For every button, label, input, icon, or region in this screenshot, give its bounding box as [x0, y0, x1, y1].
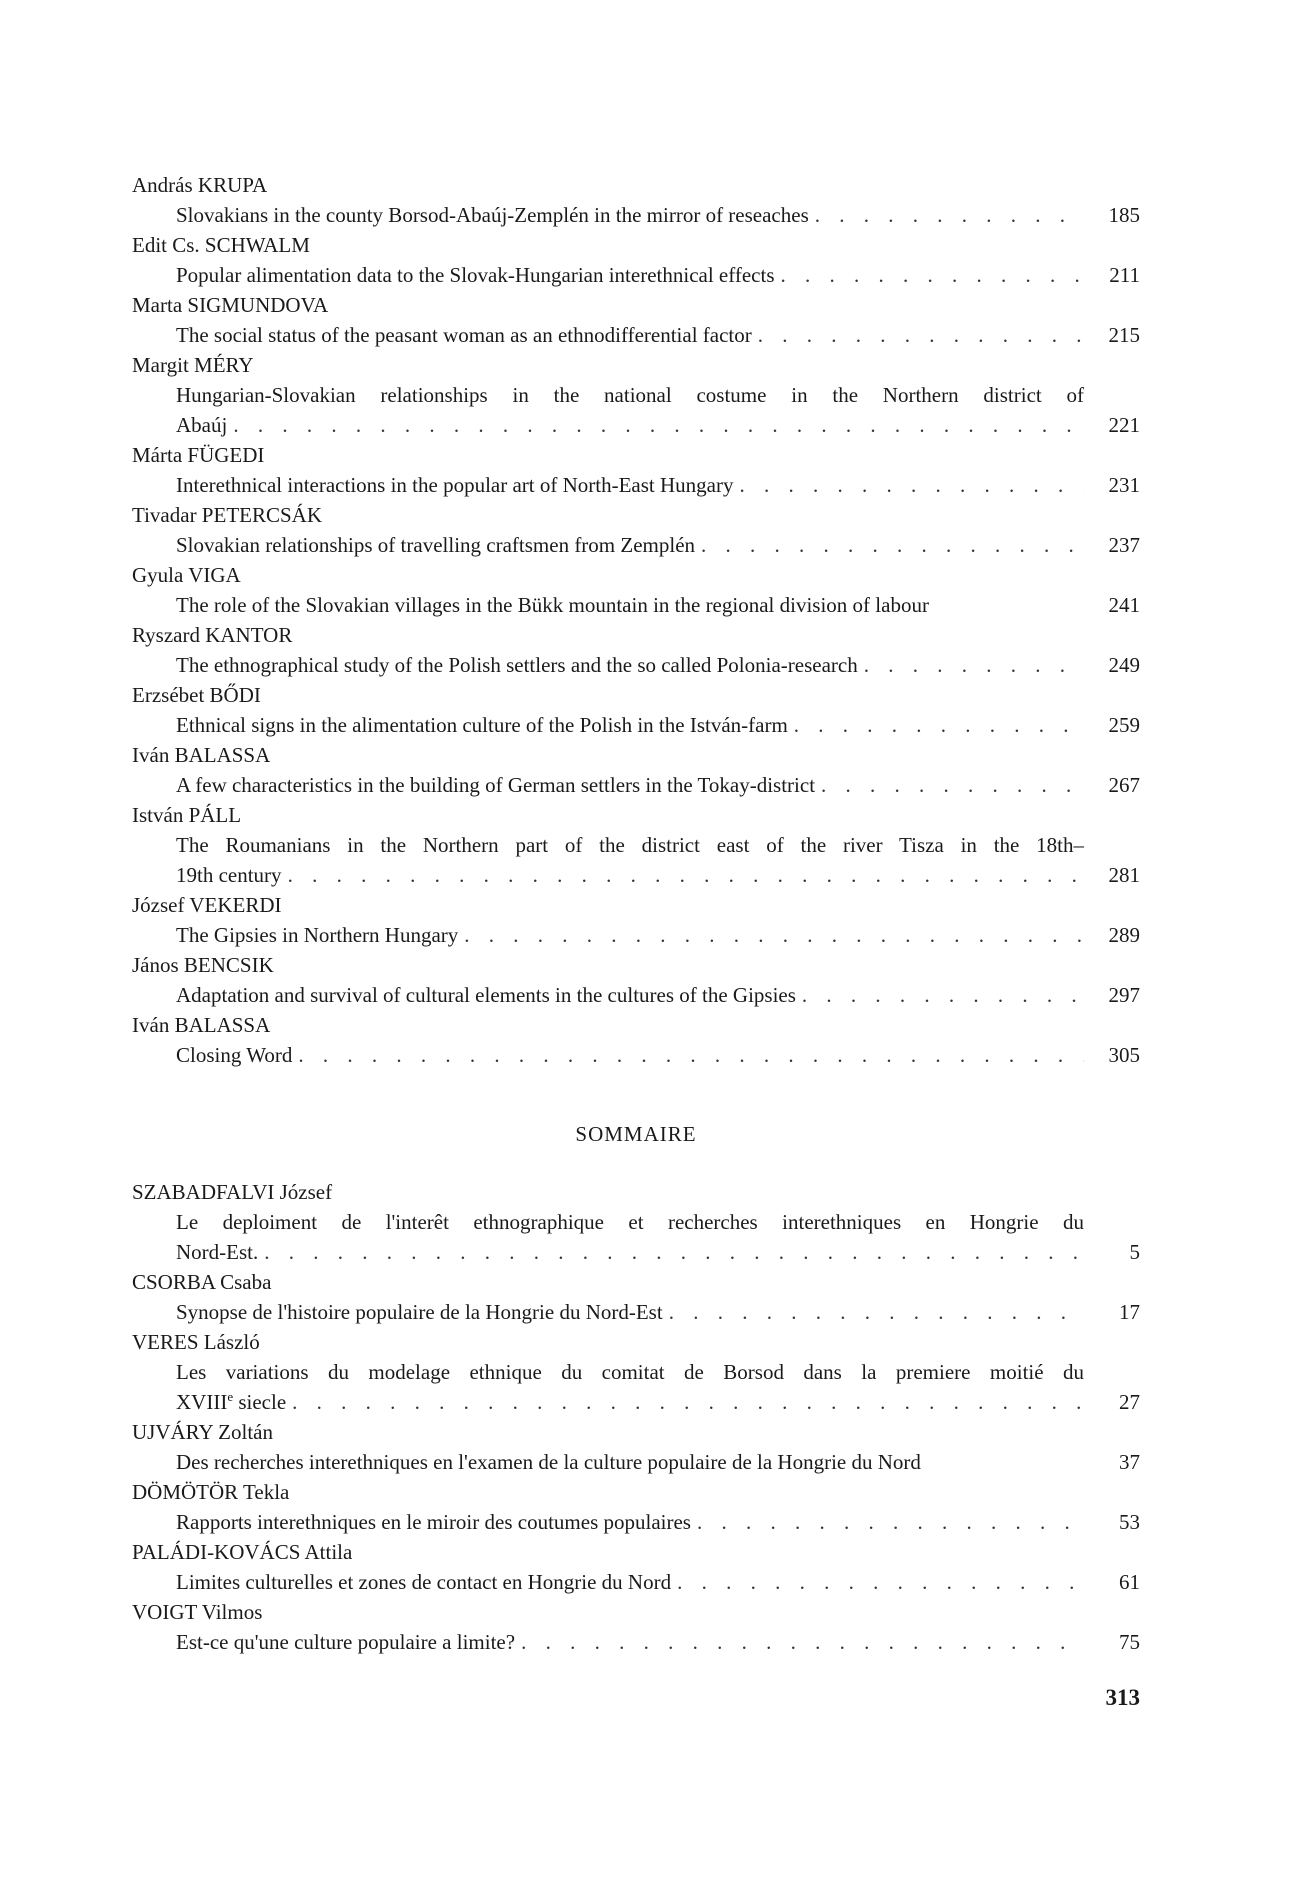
- toc-entry: [132, 1627, 1140, 1657]
- toc-title: [176, 1237, 258, 1267]
- toc-author: Gyula VIGA: [132, 563, 241, 587]
- toc-page-number: 305: [1108, 1043, 1140, 1067]
- toc-author: Ryszard KANTOR: [132, 623, 293, 647]
- toc-entry: [132, 650, 1140, 680]
- toc-entry: [132, 1297, 1140, 1327]
- toc-item: [132, 290, 1140, 350]
- toc-title-text: Limites culturelles et zones de contact en Hongrie du Nord: [176, 1570, 672, 1594]
- toc-item: [132, 680, 1140, 740]
- toc-page-number: 215: [1108, 323, 1140, 347]
- toc-title-text: The role of the Slovakian villages in the Bükk mountain in the regional division of labour: [176, 593, 929, 617]
- toc-entry: [132, 1207, 1140, 1267]
- toc-entry: [132, 470, 1140, 500]
- toc-title-row: [176, 410, 1140, 440]
- toc-title: [176, 320, 752, 350]
- toc-author: Edit Cs. SCHWALM: [132, 233, 310, 257]
- toc-title: [176, 860, 282, 890]
- leader-dots: [864, 650, 1084, 680]
- toc-page-number: 259: [1108, 713, 1140, 737]
- toc-title-row: [176, 920, 1140, 950]
- toc-author: Erzsébet BŐDI: [132, 683, 261, 707]
- toc-title: [176, 470, 733, 500]
- toc-page-number: 17: [1119, 1300, 1140, 1324]
- toc-item: [132, 1417, 1140, 1477]
- toc-author: Tivadar PETERCSÁK: [132, 503, 322, 527]
- toc-entry: [132, 1447, 1140, 1477]
- leader-dots: [233, 410, 1084, 440]
- toc-title: [176, 1040, 292, 1070]
- toc-entry: [132, 920, 1140, 950]
- toc-item: [132, 560, 1140, 620]
- sommaire-list: [132, 1177, 1140, 1657]
- toc-title-row: [176, 590, 1140, 620]
- toc-item: [132, 890, 1140, 950]
- toc-item: [132, 740, 1140, 800]
- toc-entry: [132, 1357, 1140, 1417]
- toc-title-row: [176, 200, 1140, 230]
- toc-item: [132, 1010, 1140, 1070]
- leader-dots: [521, 1627, 1084, 1657]
- toc-entry: [132, 830, 1140, 890]
- toc-entry: [132, 200, 1140, 230]
- toc-entry: [132, 1040, 1140, 1070]
- toc-page-number: 231: [1108, 473, 1140, 497]
- toc-title-row: [176, 530, 1140, 560]
- toc-title-row: [176, 1297, 1140, 1327]
- toc-page-number: 241: [1108, 593, 1140, 617]
- toc-title-line: Le deploiment de l'interêt ethnographique et recherches interethniques en Hongrie du: [176, 1210, 1084, 1234]
- toc-author: Iván BALASSA: [132, 1013, 271, 1037]
- toc-title: [176, 260, 775, 290]
- toc-author: VERES László: [132, 1330, 260, 1354]
- toc-title: [176, 1447, 921, 1477]
- toc-title-line: Hungarian-Slovakian relationships in the national costume in the Northern district of: [176, 383, 1084, 407]
- toc-title-row: [176, 1447, 1140, 1477]
- toc-title-line: The Roumanians in the Northern part of the district east of the river Tisza in the 18th–: [176, 833, 1084, 857]
- toc-title-tail: siecle: [233, 1390, 287, 1414]
- toc-title-text: Est-ce qu'une culture populaire a limite?: [176, 1630, 516, 1654]
- toc-title-row: [176, 1507, 1140, 1537]
- toc-item: [132, 1597, 1140, 1657]
- toc-item: [132, 1267, 1140, 1327]
- toc-author: Margit MÉRY: [132, 353, 254, 377]
- leader-dots: [758, 320, 1084, 350]
- leader-dots: [781, 260, 1085, 290]
- toc-author: VOIGT Vilmos: [132, 1600, 263, 1624]
- toc-title-text: Slovakian relationships of travelling craftsmen from Zemplén: [176, 533, 696, 557]
- toc-title-text: Interethnical interactions in the popular art of North-East Hungary: [176, 473, 734, 497]
- leader-dots: [264, 1237, 1084, 1267]
- toc-entry: [132, 590, 1140, 620]
- toc-title-text: Synopse de l'histoire populaire de la Hongrie du Nord-Est: [176, 1300, 663, 1324]
- toc-title: [176, 410, 227, 440]
- toc-title-text: Nord-Est.: [176, 1240, 259, 1264]
- toc-title-row: [176, 770, 1140, 800]
- toc-title-text: XVIII: [176, 1390, 228, 1414]
- toc-author: András KRUPA: [132, 173, 268, 197]
- toc-entry: [132, 260, 1140, 290]
- toc-page-number: 37: [1119, 1450, 1140, 1474]
- toc-title-row: [176, 470, 1140, 500]
- toc-page-number: 281: [1108, 863, 1140, 887]
- toc-title-text: Abaúj: [176, 413, 228, 437]
- toc-title-text: Ethnical signs in the alimentation culture of the Polish in the István-farm: [176, 713, 788, 737]
- toc-title-text: Rapports interethniques en le miroir des coutumes populaires: [176, 1510, 691, 1534]
- page-number: 313: [1105, 1685, 1140, 1710]
- toc-title-row: [176, 650, 1140, 680]
- toc-page-number: 75: [1119, 1630, 1140, 1654]
- toc-title-text: Popular alimentation data to the Slovak-Hungarian interethnical effects: [176, 263, 775, 287]
- toc-entry: [132, 770, 1140, 800]
- leader-dots: [669, 1297, 1084, 1327]
- leader-dots: [464, 920, 1084, 950]
- toc-title-text: Slovakians in the county Borsod-Abaúj-Zemplén in the mirror of reseaches: [176, 203, 809, 227]
- leader-dots: [794, 710, 1084, 740]
- toc-title-row: [176, 860, 1140, 890]
- section-heading-sommaire: SOMMAIRE: [575, 1122, 697, 1146]
- page: [132, 170, 1140, 1710]
- toc-page-number: 297: [1108, 983, 1140, 1007]
- toc-item: [132, 170, 1140, 230]
- toc-author: Márta FÜGEDI: [132, 443, 265, 467]
- toc-page-number: 237: [1108, 533, 1140, 557]
- leader-dots: [298, 1040, 1084, 1070]
- toc-title-superscript: e: [227, 1389, 234, 1404]
- toc-item: [132, 1327, 1140, 1417]
- toc-title: [176, 650, 858, 680]
- toc-author: József VEKERDI: [132, 893, 282, 917]
- toc-author: János BENCSIK: [132, 953, 274, 977]
- toc-title: [176, 980, 796, 1010]
- toc-title: [176, 920, 458, 950]
- toc-title-row: [176, 320, 1140, 350]
- leader-dots: [821, 770, 1084, 800]
- toc-page-number: 27: [1119, 1390, 1140, 1414]
- toc-title-row: [176, 710, 1140, 740]
- leader-dots: [288, 860, 1084, 890]
- toc-item: [132, 950, 1140, 1010]
- toc-entry: [132, 380, 1140, 440]
- toc-title-text: The Gipsies in Northern Hungary: [176, 923, 459, 947]
- toc-author: István PÁLL: [132, 803, 242, 827]
- toc-author: PALÁDI-KOVÁCS Attila: [132, 1540, 353, 1564]
- toc-page-number: 221: [1108, 413, 1140, 437]
- toc-item: [132, 800, 1140, 890]
- leader-dots: [677, 1567, 1084, 1597]
- leader-dots: [697, 1507, 1084, 1537]
- toc-title: [176, 710, 788, 740]
- toc-title-row: [176, 1387, 1140, 1417]
- toc-title: [176, 1567, 671, 1597]
- toc-title: [176, 1507, 691, 1537]
- toc-author: DÖMÖTÖR Tekla: [132, 1480, 290, 1504]
- toc-title: [176, 1387, 286, 1417]
- toc-author: UJVÁRY Zoltán: [132, 1420, 273, 1444]
- leader-dots: [815, 200, 1084, 230]
- toc-title-text: Adaptation and survival of cultural elements in the cultures of the Gipsies: [176, 983, 796, 1007]
- toc-page-number: 5: [1129, 1240, 1140, 1264]
- toc-item: [132, 1177, 1140, 1267]
- toc-title-text: The ethnographical study of the Polish settlers and the so called Polonia-research: [176, 653, 858, 677]
- toc-title: [176, 770, 815, 800]
- toc-page-number: 249: [1108, 653, 1140, 677]
- toc-item: [132, 1537, 1140, 1597]
- toc-entry: [132, 1507, 1140, 1537]
- toc-title: [176, 1297, 663, 1327]
- toc-page-number: 185: [1108, 203, 1140, 227]
- toc-title: [176, 590, 929, 620]
- toc-title-row: [176, 260, 1140, 290]
- toc-item: [132, 500, 1140, 560]
- toc-title-row: [176, 1237, 1140, 1267]
- toc-title-row: [176, 1040, 1140, 1070]
- toc-page-number: 61: [1119, 1570, 1140, 1594]
- toc-entry: [132, 1567, 1140, 1597]
- toc-item: [132, 440, 1140, 500]
- toc-author: CSORBA Csaba: [132, 1270, 272, 1294]
- toc-author: Iván BALASSA: [132, 743, 271, 767]
- toc-author: SZABADFALVI József: [132, 1180, 333, 1204]
- toc-title-text: Closing Word: [176, 1043, 293, 1067]
- toc-title-text: 19th century: [176, 863, 282, 887]
- toc-author: Marta SIGMUNDOVA: [132, 293, 329, 317]
- toc-page-number: 53: [1119, 1510, 1140, 1534]
- toc-title-row: [176, 980, 1140, 1010]
- leader-dots: [292, 1387, 1084, 1417]
- toc-page-number: 289: [1108, 923, 1140, 947]
- toc-entry: [132, 710, 1140, 740]
- toc-item: [132, 620, 1140, 680]
- toc-title-line: Les variations du modelage ethnique du comitat de Borsod dans la premiere moitié du: [176, 1360, 1084, 1384]
- leader-dots: [701, 530, 1084, 560]
- contents-list: [132, 170, 1140, 1070]
- toc-title-row: [176, 1627, 1140, 1657]
- toc-title: [176, 1627, 515, 1657]
- toc-entry: [132, 320, 1140, 350]
- toc-title-text: The social status of the peasant woman as an ethnodifferential factor: [176, 323, 752, 347]
- toc-item: [132, 230, 1140, 290]
- toc-title: [176, 200, 809, 230]
- leader-dots: [739, 470, 1084, 500]
- toc-entry: [132, 530, 1140, 560]
- toc-page-number: 211: [1109, 263, 1140, 287]
- toc-title: [176, 530, 695, 560]
- toc-entry: [132, 980, 1140, 1010]
- toc-page-number: 267: [1108, 773, 1140, 797]
- toc-item: [132, 1477, 1140, 1537]
- toc-title-row: [176, 1567, 1140, 1597]
- toc-title-text: A few characteristics in the building of German settlers in the Tokay-district: [176, 773, 816, 797]
- toc-item: [132, 350, 1140, 440]
- toc-title-text: Des recherches interethniques en l'examen de la culture populaire de la Hongrie du Nord: [176, 1450, 921, 1474]
- leader-dots: [802, 980, 1084, 1010]
